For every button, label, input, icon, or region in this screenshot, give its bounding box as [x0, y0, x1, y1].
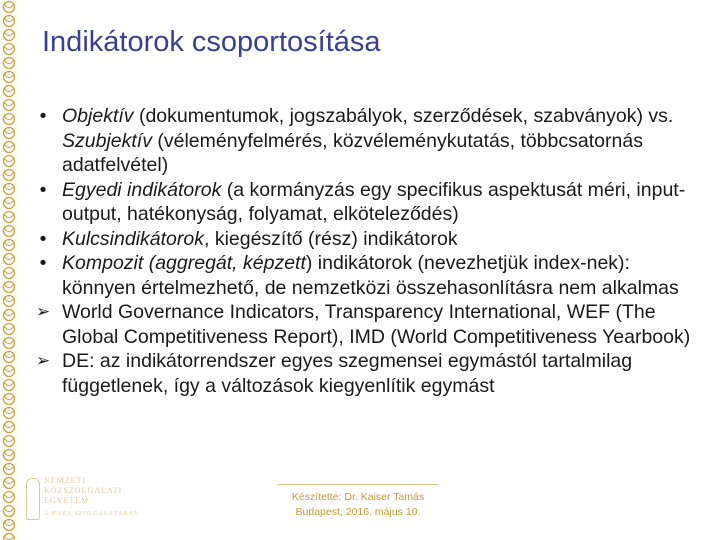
bullet-text: (dokumentumok, jogszabályok, szerződések, szabványok) vs.: [133, 105, 674, 127]
bullet-dot-icon: •: [39, 252, 47, 274]
arrow-bullet-icon: ➢: [35, 351, 51, 370]
logo-line: EGYETEM: [44, 496, 90, 505]
knot-loop: [4, 32, 14, 36]
knot-loop: [4, 214, 14, 218]
bullet-dot-icon: •: [39, 178, 47, 201]
bullet-text: (a kormányzás egy specifikus aspektusát méri, input-output, hatékonyság, folyamat, elköteleződés): [62, 178, 686, 225]
bullet-text: , kiegészítő (rész) indikátorok: [203, 227, 458, 250]
knot-border-icon: [0, 0, 22, 540]
footer-author: Készítette: Dr. Kaiser Tamás: [291, 491, 425, 503]
knot-loop: [4, 60, 14, 64]
bullet-text: DE: az indikátorrendszer egyes szegmensei egymástól tartalmilag függetlenek, így a változások kiegyenlítik egymást: [62, 350, 633, 397]
bullet-item: [30, 251, 698, 300]
bullet-dot-icon: •: [39, 105, 47, 127]
bullet-dot-icon: •: [39, 227, 47, 250]
bullet-text: Objektív: [62, 105, 134, 127]
bullet-text: Egyedi indikátorok: [62, 178, 222, 201]
knot-loop: [4, 200, 14, 204]
bullet-text: Kompozit (aggregát, képzett: [62, 252, 306, 274]
knot-loop: [4, 466, 14, 470]
knot-loop: [4, 494, 14, 498]
bullet-text: Kulcsindikátorok: [62, 227, 204, 250]
bullet-item: [30, 227, 698, 252]
bullet-text: (véleményfelmérés, közvéleménykutatás, többcsatornás adatfelvétel): [62, 129, 643, 176]
knot-loop: [4, 18, 14, 22]
knot-loop: [4, 102, 14, 106]
bullet-item: [30, 104, 698, 178]
logo-line: NEMZETI: [44, 476, 87, 485]
knot-loop: [4, 424, 14, 428]
bullet-item: [30, 300, 698, 349]
knot-loop: [4, 508, 14, 512]
knot-loop: [4, 88, 14, 92]
footer-divider: [278, 484, 438, 485]
bullet-text: ) indikátorok (nevezhetjük index-nek): könnyen értelmezhető, de nemzetközi összehasonlításra nem alkalmas: [62, 252, 679, 299]
knot-loop: [4, 144, 14, 148]
knot-loop: [4, 186, 14, 190]
knot-loop: [4, 284, 14, 288]
knot-loop: [4, 228, 14, 232]
knot-loop: [4, 452, 14, 456]
bullet-text: World Governance Indicators, Transparency International, WEF (The Global Competitiveness Report), IMD (World Competitiveness Yearbook): [62, 301, 691, 348]
slide-footer: [268, 482, 448, 520]
knot-loop: [4, 172, 14, 176]
knot-loop: [4, 298, 14, 302]
knot-loop: [4, 130, 14, 134]
knot-loop: [4, 480, 14, 484]
knot-loop: [4, 536, 14, 540]
knot-loop: [4, 438, 14, 442]
knot-loop: [4, 242, 14, 246]
logo-line: A HAZA SZOLGÁLATÁBAN: [44, 511, 139, 517]
knot-loop: [4, 326, 14, 330]
logo-line: KÖZSZOLGÁLATI: [44, 486, 123, 495]
knot-loop: [4, 74, 14, 78]
knot-loop: [4, 522, 14, 526]
knot-loop: [4, 256, 14, 260]
knot-loop: [4, 46, 14, 50]
bullet-item: [30, 178, 698, 227]
knot-loop: [4, 158, 14, 162]
knot-loop: [4, 270, 14, 274]
ornamental-border: [0, 0, 22, 540]
footer-date: Budapest, 2016. május 10.: [295, 506, 421, 518]
bullet-list: [30, 104, 698, 398]
university-logo: [22, 474, 152, 522]
knot-loop: [4, 116, 14, 120]
knot-loop: [4, 382, 14, 386]
bullet-item: [30, 349, 698, 398]
bullet-text: Szubjektív: [62, 129, 152, 152]
knot-loop: [4, 368, 14, 372]
knot-loop: [4, 410, 14, 414]
knot-loop: [4, 4, 14, 8]
crest-icon: [26, 478, 40, 520]
knot-loop: [4, 340, 14, 344]
arrow-bullet-icon: ➢: [35, 302, 51, 321]
slide-title: Indikátorok csoportosítása: [42, 26, 381, 58]
knot-loop: [4, 354, 14, 358]
knot-loop: [4, 312, 14, 316]
knot-loop: [4, 396, 14, 400]
